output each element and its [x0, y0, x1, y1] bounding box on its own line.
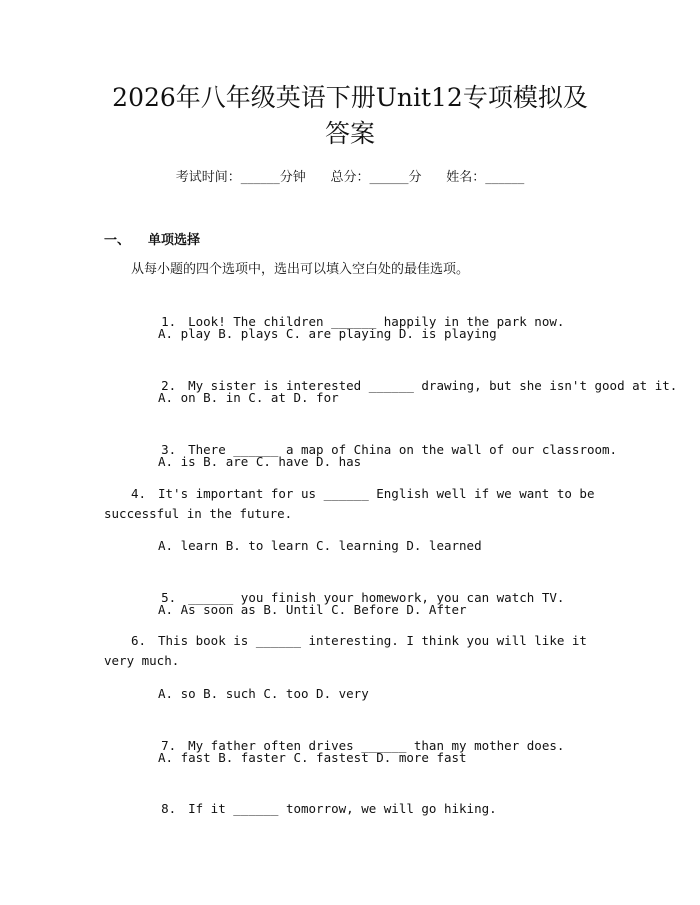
question-number: 7.: [161, 738, 177, 753]
question-3-options: A. is B. are C. have D. has: [158, 454, 362, 469]
question-6-options: A. so B. such C. too D. very: [158, 686, 369, 701]
page-title-line-1: 2026年八年级英语下册Unit12专项模拟及: [112, 83, 588, 112]
section-instruction: 从每小题的四个选项中，选出可以填入空白处的最佳选项。: [131, 262, 470, 277]
question-text: If it ______ tomorrow, we will go hiking.: [188, 801, 497, 816]
question-text: It's important for us ______ English well if we want to be successful in the future.: [104, 486, 595, 521]
question-text: My father often drives ______ than my mother does.: [188, 738, 565, 753]
question-number: 4.: [131, 486, 147, 501]
question-number: 8.: [161, 801, 177, 816]
section-heading: [104, 229, 200, 248]
question-6: [104, 631, 604, 671]
question-text: Look! The children ______ happily in the park now.: [188, 314, 565, 329]
question-number: 5.: [161, 590, 177, 605]
question-number: 2.: [161, 378, 177, 393]
question-5-options: A. As soon as B. Until C. Before D. After: [158, 602, 467, 617]
section-title: 单项选择: [148, 233, 201, 248]
question-number: 3.: [161, 442, 177, 457]
question-text: This book is ______ interesting. I think you will like it very much.: [104, 633, 587, 668]
question-number: 6.: [131, 633, 147, 648]
question-1-options: A. play B. plays C. are playing D. is playing: [158, 326, 497, 341]
question-2-options: A. on B. in C. at D. for: [158, 390, 339, 405]
question-text: ______ you finish your homework, you can watch TV.: [188, 590, 565, 605]
exam-meta-line: 考试时间：______分钟 总分：______分 姓名：______: [175, 170, 525, 185]
question-text: There ______ a map of China on the wall of our classroom.: [188, 442, 618, 457]
question-4-options: A. learn B. to learn C. learning D. learned: [158, 538, 482, 553]
section-number: 一、: [104, 233, 131, 248]
page-title-line-2: 答案: [324, 119, 375, 148]
question-number: 1.: [161, 314, 177, 329]
question-7-options: A. fast B. faster C. fastest D. more fast: [158, 750, 467, 765]
question-4: [104, 484, 604, 524]
question-8: [131, 779, 497, 839]
question-text: My sister is interested ______ drawing, but she isn't good at it.: [188, 378, 678, 393]
